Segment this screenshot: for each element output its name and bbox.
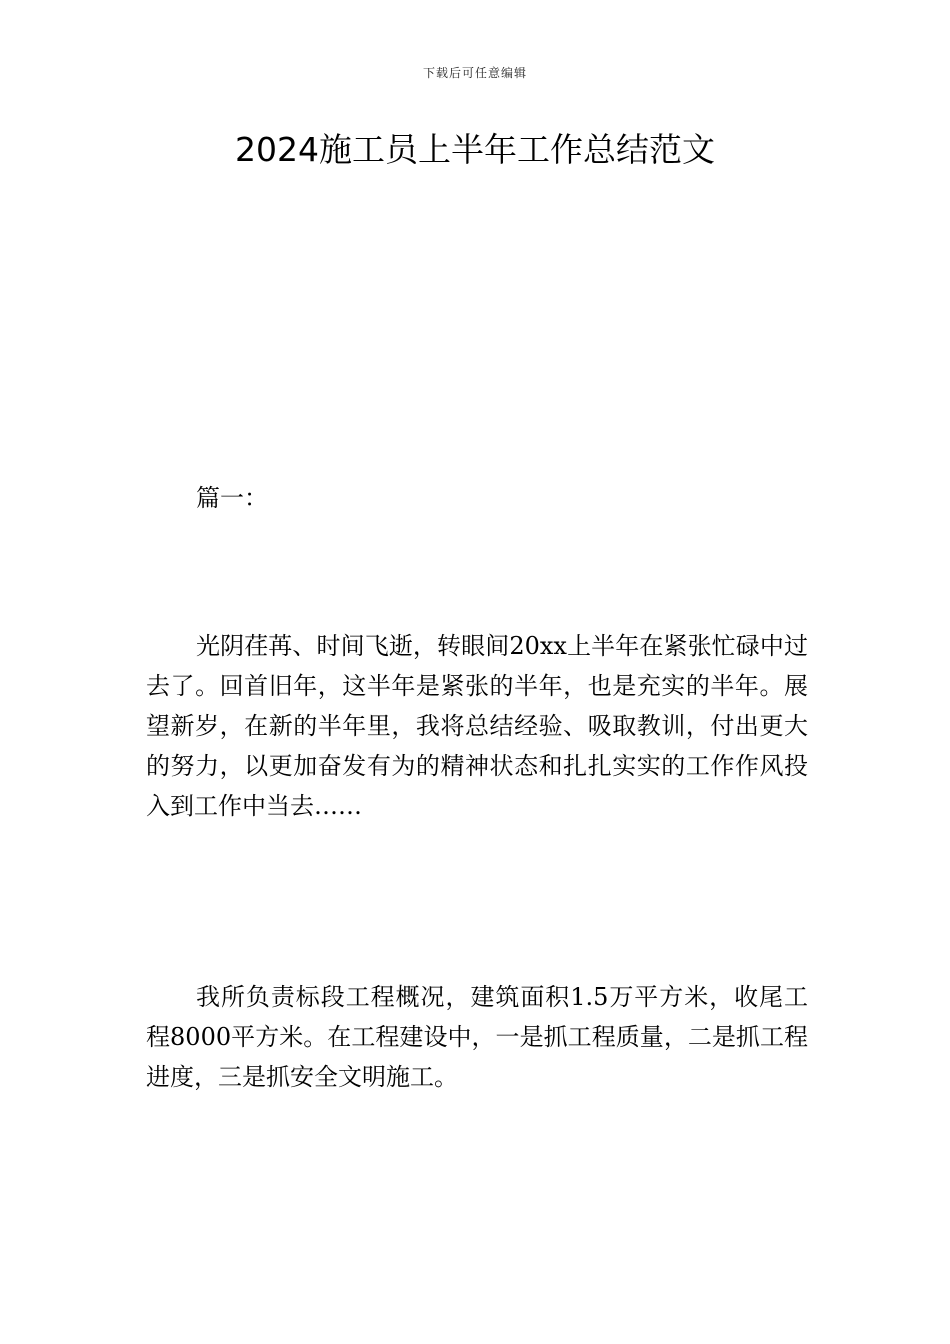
- page-header-note: 下载后可任意编辑: [422, 66, 527, 80]
- body-paragraph-1: 光阴荏苒、时间飞逝，转眼间20xx上半年在紧张忙碌中过去了。回首旧年，这半年是紧张的半年，也是充实的半年。展望新岁，在新的半年里，我将总结经验、吸取教训，付出更大的努力，以更加奋发有为的精神状态和扎扎实实的工作作风投入到工作中当去……: [146, 632, 808, 820]
- body-paragraph-2: 我所负责标段工程概况，建筑面积1.5万平方米，收尾工程8000平方米。在工程建设中，一是抓工程质量，二是抓工程进度，三是抓安全文明施工。: [146, 983, 808, 1091]
- section-label: 篇一：: [196, 484, 268, 512]
- document-title: 2024施工员上半年工作总结范文: [235, 130, 715, 169]
